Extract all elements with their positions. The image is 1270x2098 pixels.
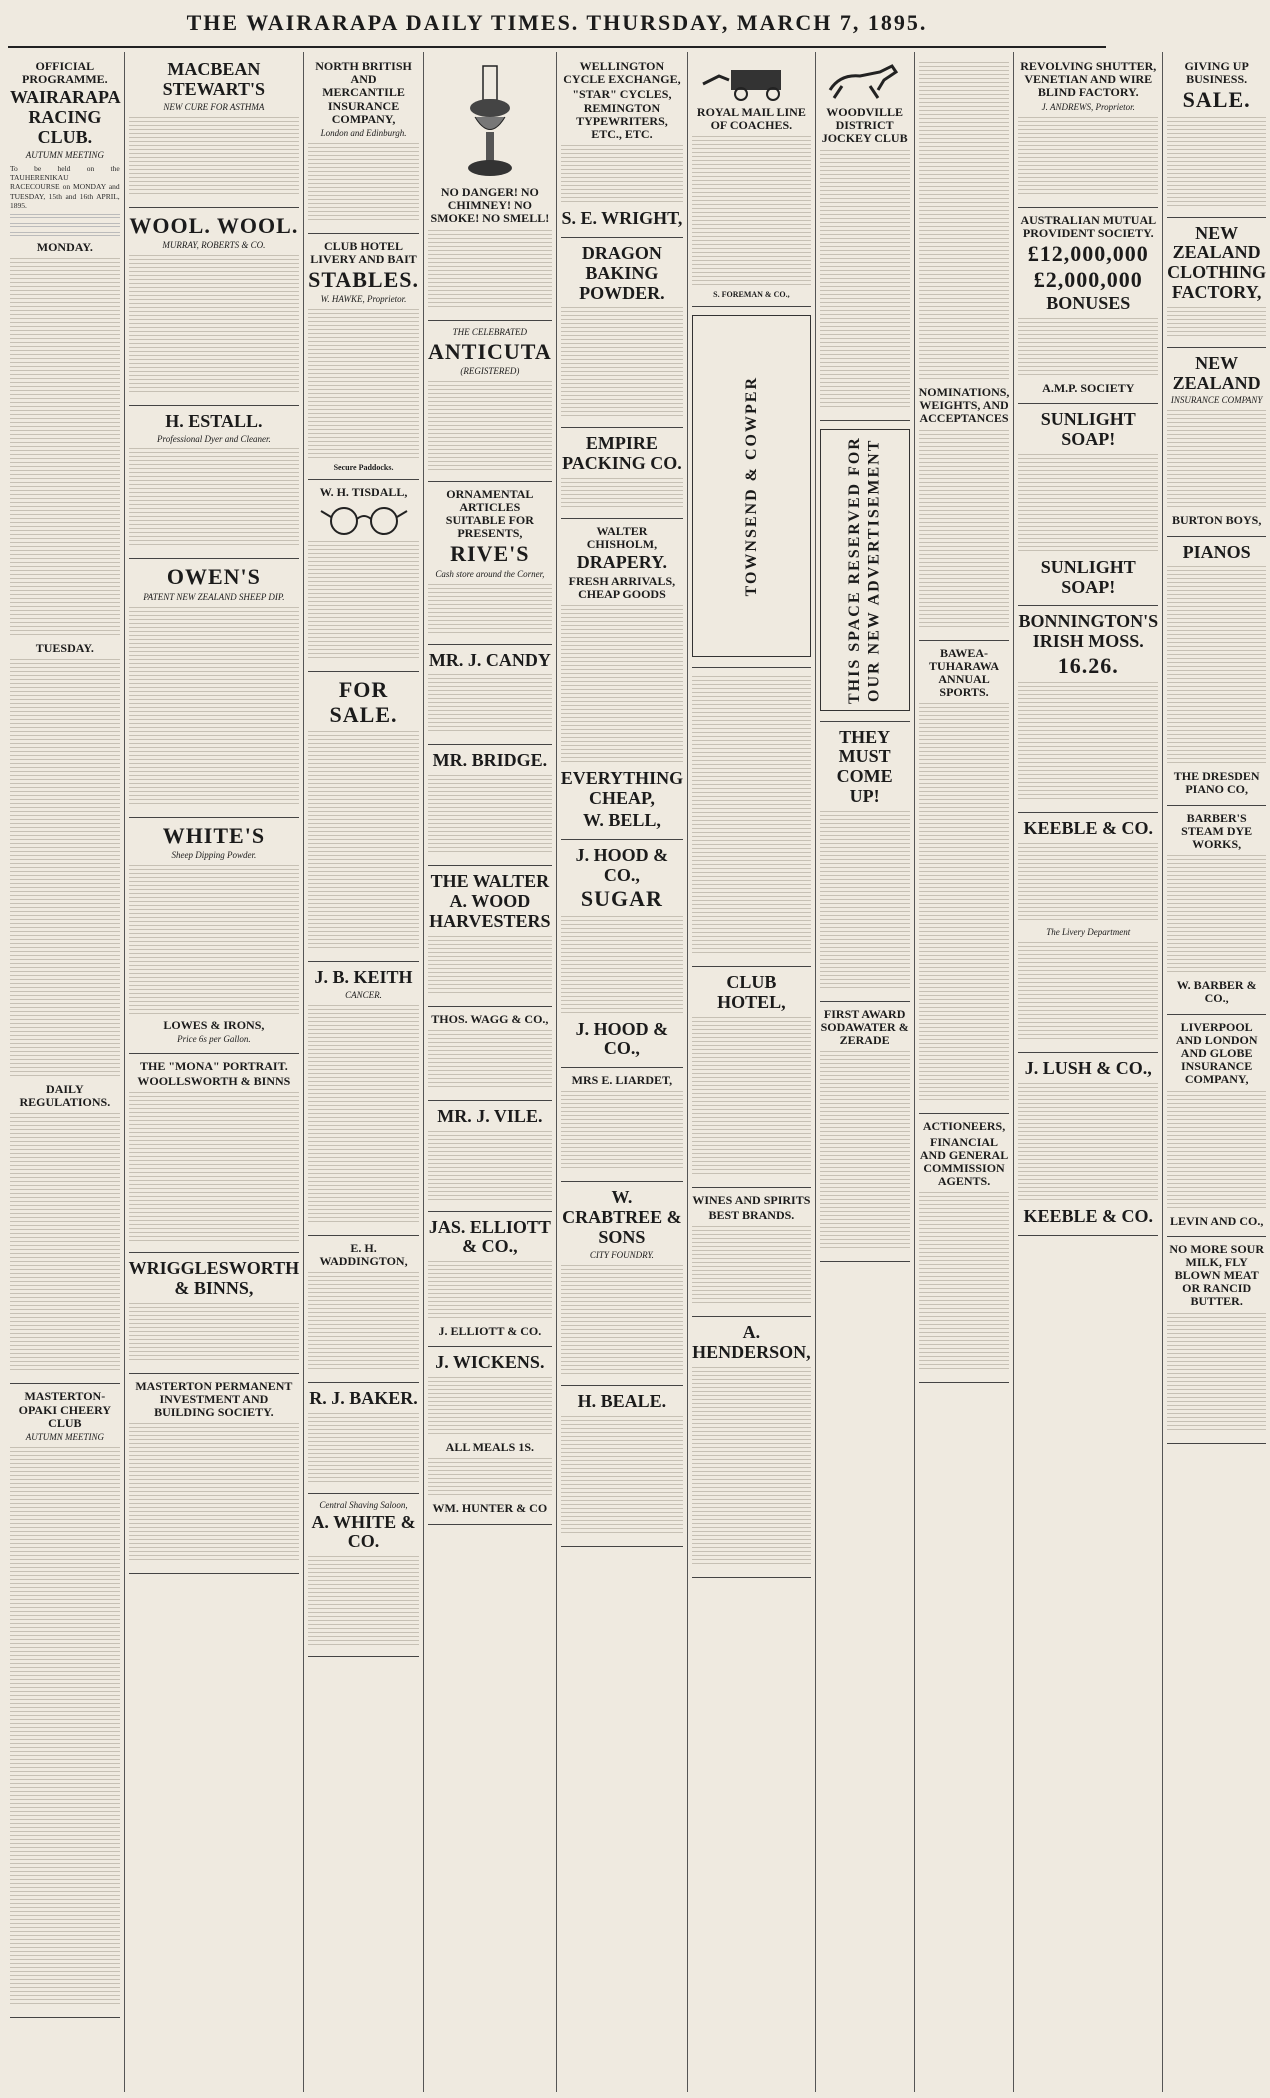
ad-subheading: PATENT NEW ZEALAND SHEEP DIP. — [143, 591, 285, 602]
ad-heading: WELLINGTON CYCLE EXCHANGE, — [563, 59, 681, 87]
sodawater-ad — [820, 1002, 910, 1263]
north-british-insurance-ad — [308, 54, 419, 234]
ad-heading: LOWES & IRONS, — [163, 1017, 265, 1032]
anticuta-ad — [428, 321, 552, 482]
wagg-ad — [428, 1007, 552, 1101]
vile-ad — [428, 1101, 552, 1212]
ad-heading: W. BARBER & CO., — [1176, 978, 1257, 1006]
ad-heading: 16.26. — [1057, 653, 1119, 679]
ad-heading: NOMINATIONS, WEIGHTS, AND ACCEPTANCES — [918, 385, 1010, 426]
ad-heading: ALL MEALS 1S. — [445, 1440, 535, 1455]
bridge-ad — [428, 745, 552, 866]
annual-sports-ad — [919, 641, 1010, 1115]
ad-heading: DRAGON BAKING POWDER. — [579, 242, 665, 303]
wrigglesworth-ad — [129, 1253, 299, 1374]
ad-heading: A. WHITE & CO. — [311, 1511, 416, 1552]
nominations-ad — [919, 54, 1010, 641]
ad-heading: W. BELL, — [582, 810, 661, 831]
ad-subheading: MURRAY, ROBERTS & CO. — [162, 239, 266, 250]
ad-subheading: Cash store around the Corner, — [435, 568, 545, 579]
ad-heading: "STAR" CYCLES, REMINGTON TYPEWRITERS, ETC., ETC. — [572, 87, 672, 141]
ad-subheading: Sheep Dipping Powder. — [171, 849, 257, 860]
ad-heading: WAIRARAPA RACING CLUB. — [10, 87, 121, 147]
ad-heading: MR. BRIDGE. — [432, 750, 548, 771]
ad-heading: ACTIONEERS, — [922, 1119, 1006, 1134]
wickens-ad — [428, 1347, 552, 1524]
column-5 — [557, 52, 688, 2092]
ad-heading: MR. J. CANDY — [428, 649, 551, 670]
clearing-sale-ad — [1167, 54, 1266, 218]
column-9 — [1014, 52, 1163, 2092]
ad-subheading: J. ANDREWS, Proprietor. — [1041, 101, 1135, 112]
ad-heading: THE WALTER A. WOOD HARVESTERS — [429, 871, 551, 931]
ad-heading: SUNLIGHT SOAP! — [1040, 556, 1136, 597]
woodville-jockey-club-ad — [820, 54, 910, 421]
ad-heading: MACBEAN STEWART'S — [162, 59, 266, 99]
ad-heading: THE DRESDEN PIANO CO, — [1173, 769, 1260, 797]
column-6 — [688, 52, 816, 2092]
keeble-ad — [1018, 813, 1158, 1053]
ad-heading: NO MORE SOUR MILK, FLY BLOWN MEAT OR RANCID BUTTER. — [1169, 1241, 1264, 1309]
ad-heading: S. E. WRIGHT, — [561, 208, 683, 229]
ad-heading: THE "MONA" PORTRAIT. — [140, 1058, 288, 1073]
ad-heading: NO DANGER! NO CHIMNEY! NO SMOKE! NO SMELL! — [430, 185, 550, 226]
ad-heading: KEEBLE & CO. — [1023, 1205, 1154, 1226]
ad-subheading: CANCER. — [345, 989, 382, 1000]
ad-heading: CLUB HOTEL, — [717, 972, 786, 1012]
column-2 — [125, 52, 304, 2092]
beale-ad — [561, 1386, 683, 1547]
hood-ad — [561, 840, 683, 1068]
waddington-ad — [308, 1236, 419, 1383]
wines-spirits-ad — [692, 1188, 811, 1317]
ad-heading: H. ESTALL. — [165, 410, 263, 431]
ad-subheading: INSURANCE COMPANY — [1170, 395, 1263, 406]
ad-heading: W. CRABTREE & SONS — [562, 1187, 682, 1247]
ad-heading: FOR SALE. — [329, 677, 398, 727]
ad-heading: SALE. — [1182, 87, 1251, 113]
ad-heading: THEY MUST COME UP! — [836, 726, 893, 806]
ad-heading: MASTERTON PERMANENT INVESTMENT AND BUILDING SOCIETY. — [135, 1378, 293, 1420]
ad-heading: MRS E. LIARDET, — [571, 1073, 673, 1088]
keith-ad — [308, 962, 419, 1236]
ad-heading: BARBER'S STEAM DYE WORKS, — [1181, 810, 1253, 852]
lush-ad — [1018, 1053, 1158, 1236]
ad-heading: MR. J. VILE. — [437, 1105, 543, 1126]
ad-heading: PIANOS — [1182, 541, 1251, 562]
dragon-baking-powder-ad — [561, 238, 683, 428]
ad-signature: S. FOREMAN & CO., — [713, 290, 790, 300]
ad-heading: £12,000,000 — [1027, 240, 1149, 266]
ad-heading: NEW ZEALAND — [1172, 352, 1261, 393]
ad-heading: SUGAR — [580, 886, 663, 912]
ad-subheading: W. HAWKE, Proprietor. — [320, 294, 407, 305]
liardet-ad — [561, 1068, 683, 1182]
ad-heading: FIRST AWARD SODAWATER & ZERADE — [820, 1006, 909, 1048]
ad-heading: AUSTRALIAN MUTUAL PROVIDENT SOCIETY. — [1020, 212, 1157, 240]
ad-heading: J. LUSH & CO., — [1024, 1058, 1152, 1078]
lamp-illustration — [455, 62, 525, 182]
rive-store-ad — [428, 482, 552, 645]
ad-heading: RIVE'S — [450, 541, 530, 567]
ad-subheading: The Livery Department — [1046, 927, 1131, 938]
ad-heading: DAILY REGULATIONS. — [19, 1081, 111, 1110]
ad-heading: LIVERPOOL AND LONDON AND GLOBE INSURANCE COMPANY, — [1175, 1019, 1258, 1087]
wool-ad — [129, 208, 299, 406]
candy-ad — [428, 645, 552, 746]
cycle-exchange-ad — [561, 54, 683, 238]
spectacles-illustration — [319, 503, 409, 537]
ad-heading: WOODVILLE DISTRICT JOCKEY CLUB — [821, 105, 908, 146]
macbean-stewart-ad — [129, 54, 299, 208]
ad-heading: TUESDAY. — [35, 640, 94, 655]
owens-sheep-dip-ad — [129, 559, 299, 817]
reserved-space-ad — [820, 421, 910, 722]
coach-line-ad — [692, 54, 811, 307]
ad-heading: ANTICUTA — [428, 338, 552, 364]
column-10 — [1163, 52, 1270, 2092]
ad-heading: W. H. TISDALL, — [319, 485, 408, 500]
ad-heading: OFFICIAL PROGRAMME. — [22, 59, 108, 87]
ad-heading: KEEBLE & CO. — [1023, 818, 1154, 839]
liverpool-insurance-ad — [1167, 1015, 1266, 1237]
ad-subheading: (REGISTERED) — [460, 365, 520, 376]
ad-heading: A. HENDERSON, — [692, 1322, 811, 1362]
clothing-factory-ad — [1167, 218, 1266, 348]
ad-heading: £2,000,000 — [1033, 267, 1143, 293]
ad-heading: MASTERTON-OPAKI CHEERY CLUB — [18, 1389, 112, 1430]
irish-moss-ad — [1018, 606, 1158, 813]
ad-heading: WRIGGLESWORTH & BINNS, — [128, 1258, 300, 1299]
ad-heading: THOS. WAGG & CO., — [431, 1011, 549, 1026]
ad-heading: A.M.P. SOCIETY — [1042, 381, 1135, 396]
crabtree-ad — [561, 1182, 683, 1385]
ad-subheading: London and Edinburgh. — [320, 127, 407, 138]
for-sale-ad — [308, 672, 419, 961]
whites-ad — [129, 818, 299, 1054]
ad-subheading: NEW CURE FOR ASTHMA — [163, 101, 265, 112]
ad-heading: J. HOOD & CO., — [575, 1018, 669, 1059]
ad-heading: H. BEALE. — [577, 1390, 667, 1411]
ad-heading: DRAPERY. — [576, 552, 668, 573]
townsend-cowper-ad — [692, 307, 811, 668]
ad-heading: CLUB HOTEL LIVERY AND BAIT — [310, 238, 417, 267]
ad-heading: J. ELLIOTT & CO. — [438, 1324, 542, 1339]
elliott-ad — [428, 1212, 552, 1348]
nz-insurance-ad — [1167, 348, 1266, 537]
chisholm-ad — [561, 519, 683, 840]
column-1 — [6, 52, 125, 2092]
ad-heading: STABLES. — [308, 267, 419, 293]
baker-ad — [308, 1383, 419, 1494]
harvesters-ad — [428, 866, 552, 1006]
building-society-ad — [129, 1374, 299, 1575]
sunlight-soap-ad — [1018, 404, 1158, 606]
ad-heading: WINES AND SPIRITS — [692, 1192, 811, 1207]
dye-works-ad — [1167, 806, 1266, 1015]
ad-heading: R. J. BAKER. — [309, 1387, 418, 1408]
ad-heading: BAWEA-TUHARAWA ANNUAL SPORTS. — [929, 645, 1000, 700]
tisdall-ad — [308, 480, 419, 672]
ad-heading: WHITE'S — [162, 822, 266, 848]
vertical-advert-text: TOWNSEND & COWPER — [742, 375, 760, 597]
ad-heading: FRESH ARRIVALS, CHEAP GOODS — [568, 574, 676, 602]
ad-heading: WOOL. WOOL. — [129, 212, 299, 238]
ad-heading: NORTH BRITISH AND MERCANTILE INSURANCE COMPANY, — [315, 59, 412, 126]
ad-heading: ROYAL MAIL LINE OF COACHES. — [696, 105, 806, 133]
ad-subheading: AUTUMN MEETING — [25, 149, 104, 160]
ad-heading: REVOLVING SHUTTER, VENETIAN AND WIRE BLIND FACTORY. — [1020, 59, 1157, 100]
ad-subheading: THE CELEBRATED — [452, 326, 528, 337]
column-4 — [424, 52, 557, 2092]
lamp-ad — [428, 54, 552, 321]
ad-heading: FINANCIAL AND GENERAL COMMISSION AGENTS. — [919, 1134, 1009, 1189]
column-7 — [816, 52, 915, 2092]
club-hotel-ad — [692, 967, 811, 1188]
ad-heading: BURTON BOYS, — [1171, 513, 1262, 528]
ad-heading: OWEN'S — [166, 564, 261, 590]
sour-milk-ad — [1167, 1237, 1266, 1444]
ad-subheading: CITY FOUNDRY. — [589, 1249, 654, 1260]
cheery-club-ad — [10, 1384, 120, 2018]
page-columns — [6, 52, 1267, 2092]
ad-heading: BONNINGTON'S IRISH MOSS. — [1018, 611, 1159, 652]
ad-heading: J. HOOD & CO., — [575, 844, 669, 885]
ad-heading: J. B. KEITH — [314, 966, 413, 987]
column-3 — [304, 52, 424, 2092]
ad-heading: MONDAY. — [36, 239, 93, 254]
ad-heading: EMPIRE PACKING CO. — [562, 433, 682, 474]
horse-illustration — [820, 62, 910, 102]
ad-heading: EVERYTHING CHEAP, — [560, 768, 684, 809]
shaving-saloon-ad — [308, 1494, 419, 1658]
ad-heading: E. H. WADDINGTON, — [319, 1240, 408, 1268]
ad-heading: GIVING UP BUSINESS. — [1184, 59, 1249, 87]
ad-subheading: Central Shaving Saloon, — [319, 1499, 408, 1510]
ad-subheading: Price 6s per Gallon. — [177, 1033, 251, 1044]
mona-portrait-ad — [129, 1054, 299, 1253]
ad-heading: BEST BRANDS. — [708, 1207, 795, 1222]
empire-packing-ad — [561, 428, 683, 519]
ad-heading: J. WICKENS. — [435, 1352, 545, 1373]
ad-heading: WM. HUNTER & CO — [432, 1501, 548, 1516]
ad-body: To be held on the TAUHERENIKAU RACECOURSE on MONDAY and TUESDAY, 15th and 16th APRIL, 1895. — [10, 163, 120, 211]
amp-society-ad — [1018, 208, 1158, 405]
club-hotel-stables-ad — [308, 234, 419, 480]
ad-heading: NEW ZEALAND CLOTHING FACTORY, — [1167, 222, 1267, 302]
ad-heading: JAS. ELLIOTT & CO., — [428, 1216, 551, 1257]
ad-heading: LEVIN AND CO., — [1169, 1213, 1264, 1228]
ad-subheading: AUTUMN MEETING — [25, 1431, 104, 1442]
ad-heading: BONUSES — [1046, 293, 1131, 314]
coach-illustration — [701, 62, 801, 102]
henderson-ad — [692, 1317, 811, 1578]
racing-club-ad — [10, 54, 120, 1384]
must-come-up-ad — [820, 722, 910, 1002]
ad-heading: SUNLIGHT SOAP! — [1040, 409, 1136, 450]
blind-factory-ad — [1018, 54, 1158, 208]
ad-heading: WOOLLSWORTH & BINNS — [137, 1074, 291, 1089]
vertical-advert-text: THIS SPACE RESERVED FOR OUR NEW ADVERTISEMENT — [846, 435, 883, 704]
newspaper-masthead: THE WAIRARAPA DAILY TIMES. THURSDAY, MARCH 7, 1895. — [8, 0, 1106, 48]
remedies-ad — [692, 668, 811, 967]
column-8 — [915, 52, 1015, 2092]
pianos-ad — [1167, 537, 1266, 806]
ad-signature: Secure Paddocks. — [333, 463, 394, 473]
ad-heading: ORNAMENTAL ARTICLES SUITABLE FOR PRESENTS, — [445, 486, 534, 541]
estall-ad — [129, 406, 299, 560]
auctioneers-ad — [919, 1114, 1010, 1383]
ad-heading: WALTER CHISHOLM, — [586, 523, 658, 552]
ad-subheading: Professional Dyer and Cleaner. — [157, 433, 271, 444]
